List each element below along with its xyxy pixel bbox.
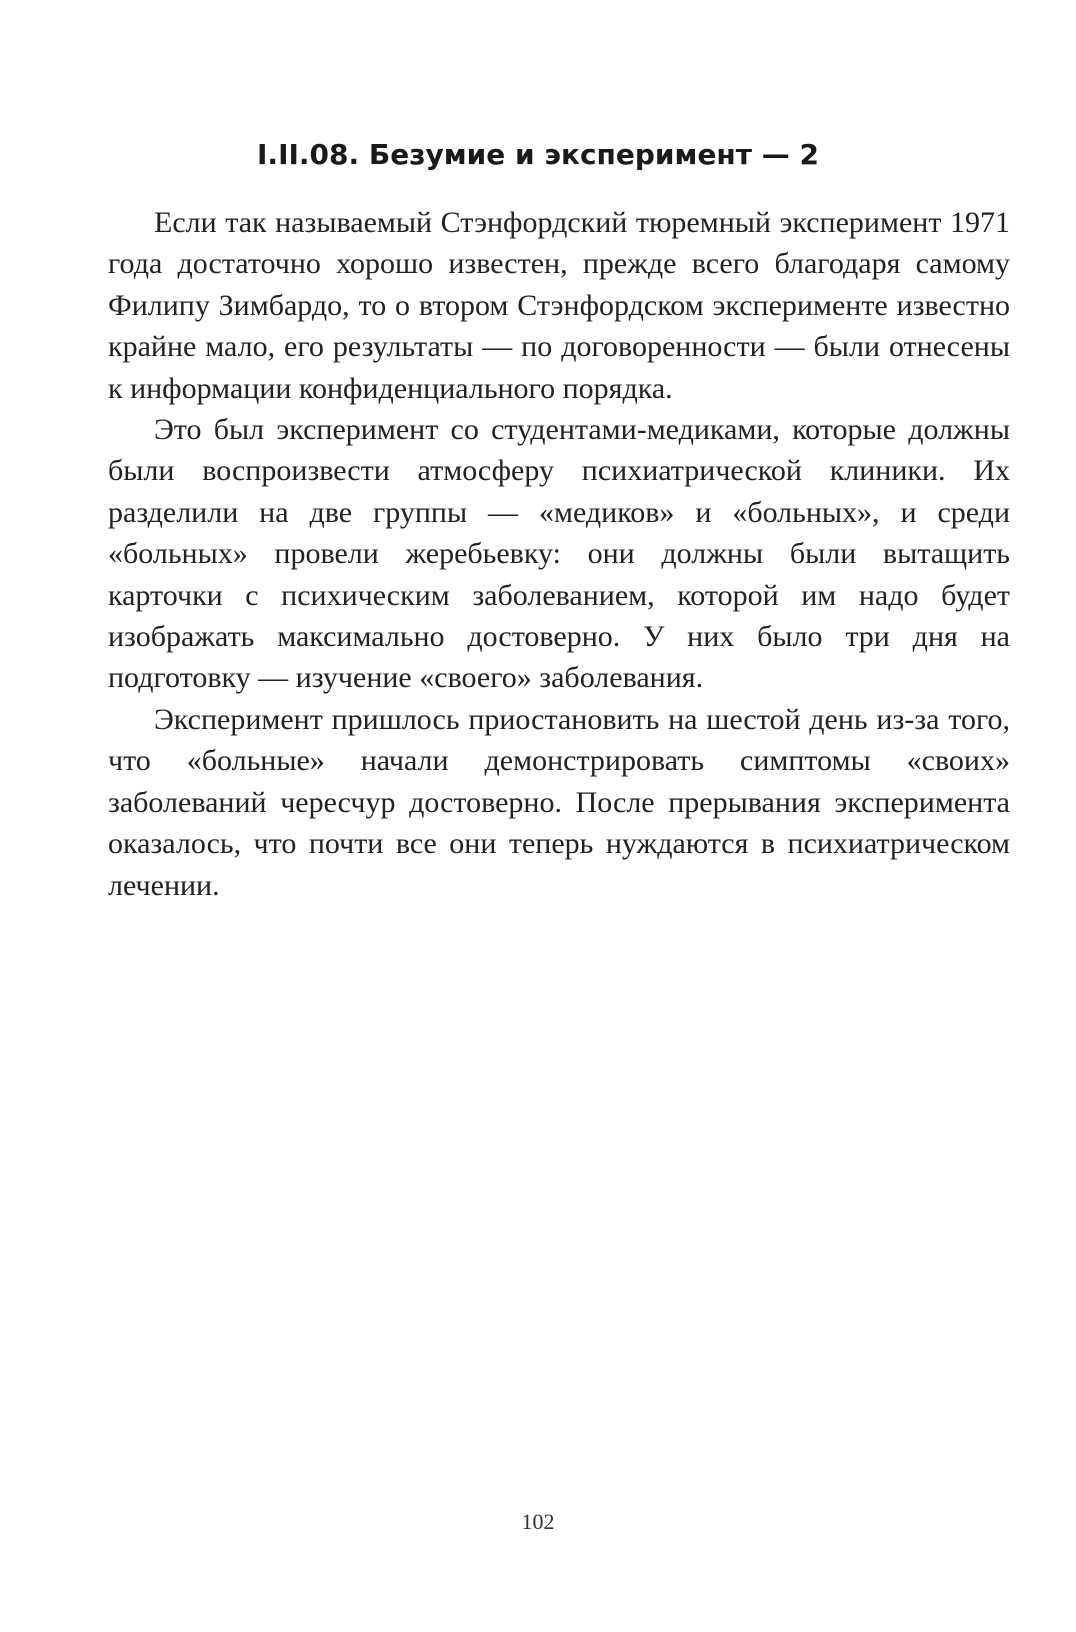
page-number: 102 [521,1509,555,1534]
paragraph: Если так называемый Стэнфордский тюремный эксперимент 1971 года достаточно хорошо известен, прежде всего благодаря самому Филипу Зимбардо, то о втором Стэнфордском эксперименте известно крайне мало, его результаты — по договоренности — были отнесены к информации конфиденциального порядка. [108,206,1010,405]
paragraph: Это был эксперимент со студентами-медиками, которые должны были воспроизвести атмосферу психиатрической клиники. Их разделили на две группы — «медиков» и «больных», и среди «больных» провели жеребьевку: они должны были вытащить карточки с психическим заболеванием, которой им надо будет изображать максимально достоверно. У них было три дня на подготовку — изучение «своего» заболевания. [108,413,1010,695]
paragraph: Эксперимент пришлось приостановить на шестой день из-за того, что «больные» начали демонстрировать симптомы «своих» заболеваний чересчур достоверно. После прерывания эксперимента оказалось, что почти все они теперь нуждаются в психиатрическом лечении. [108,702,1010,902]
chapter-title: I.II.08. Безумие и эксперимент — 2 [257,137,819,171]
chapter-body [108,202,1010,906]
